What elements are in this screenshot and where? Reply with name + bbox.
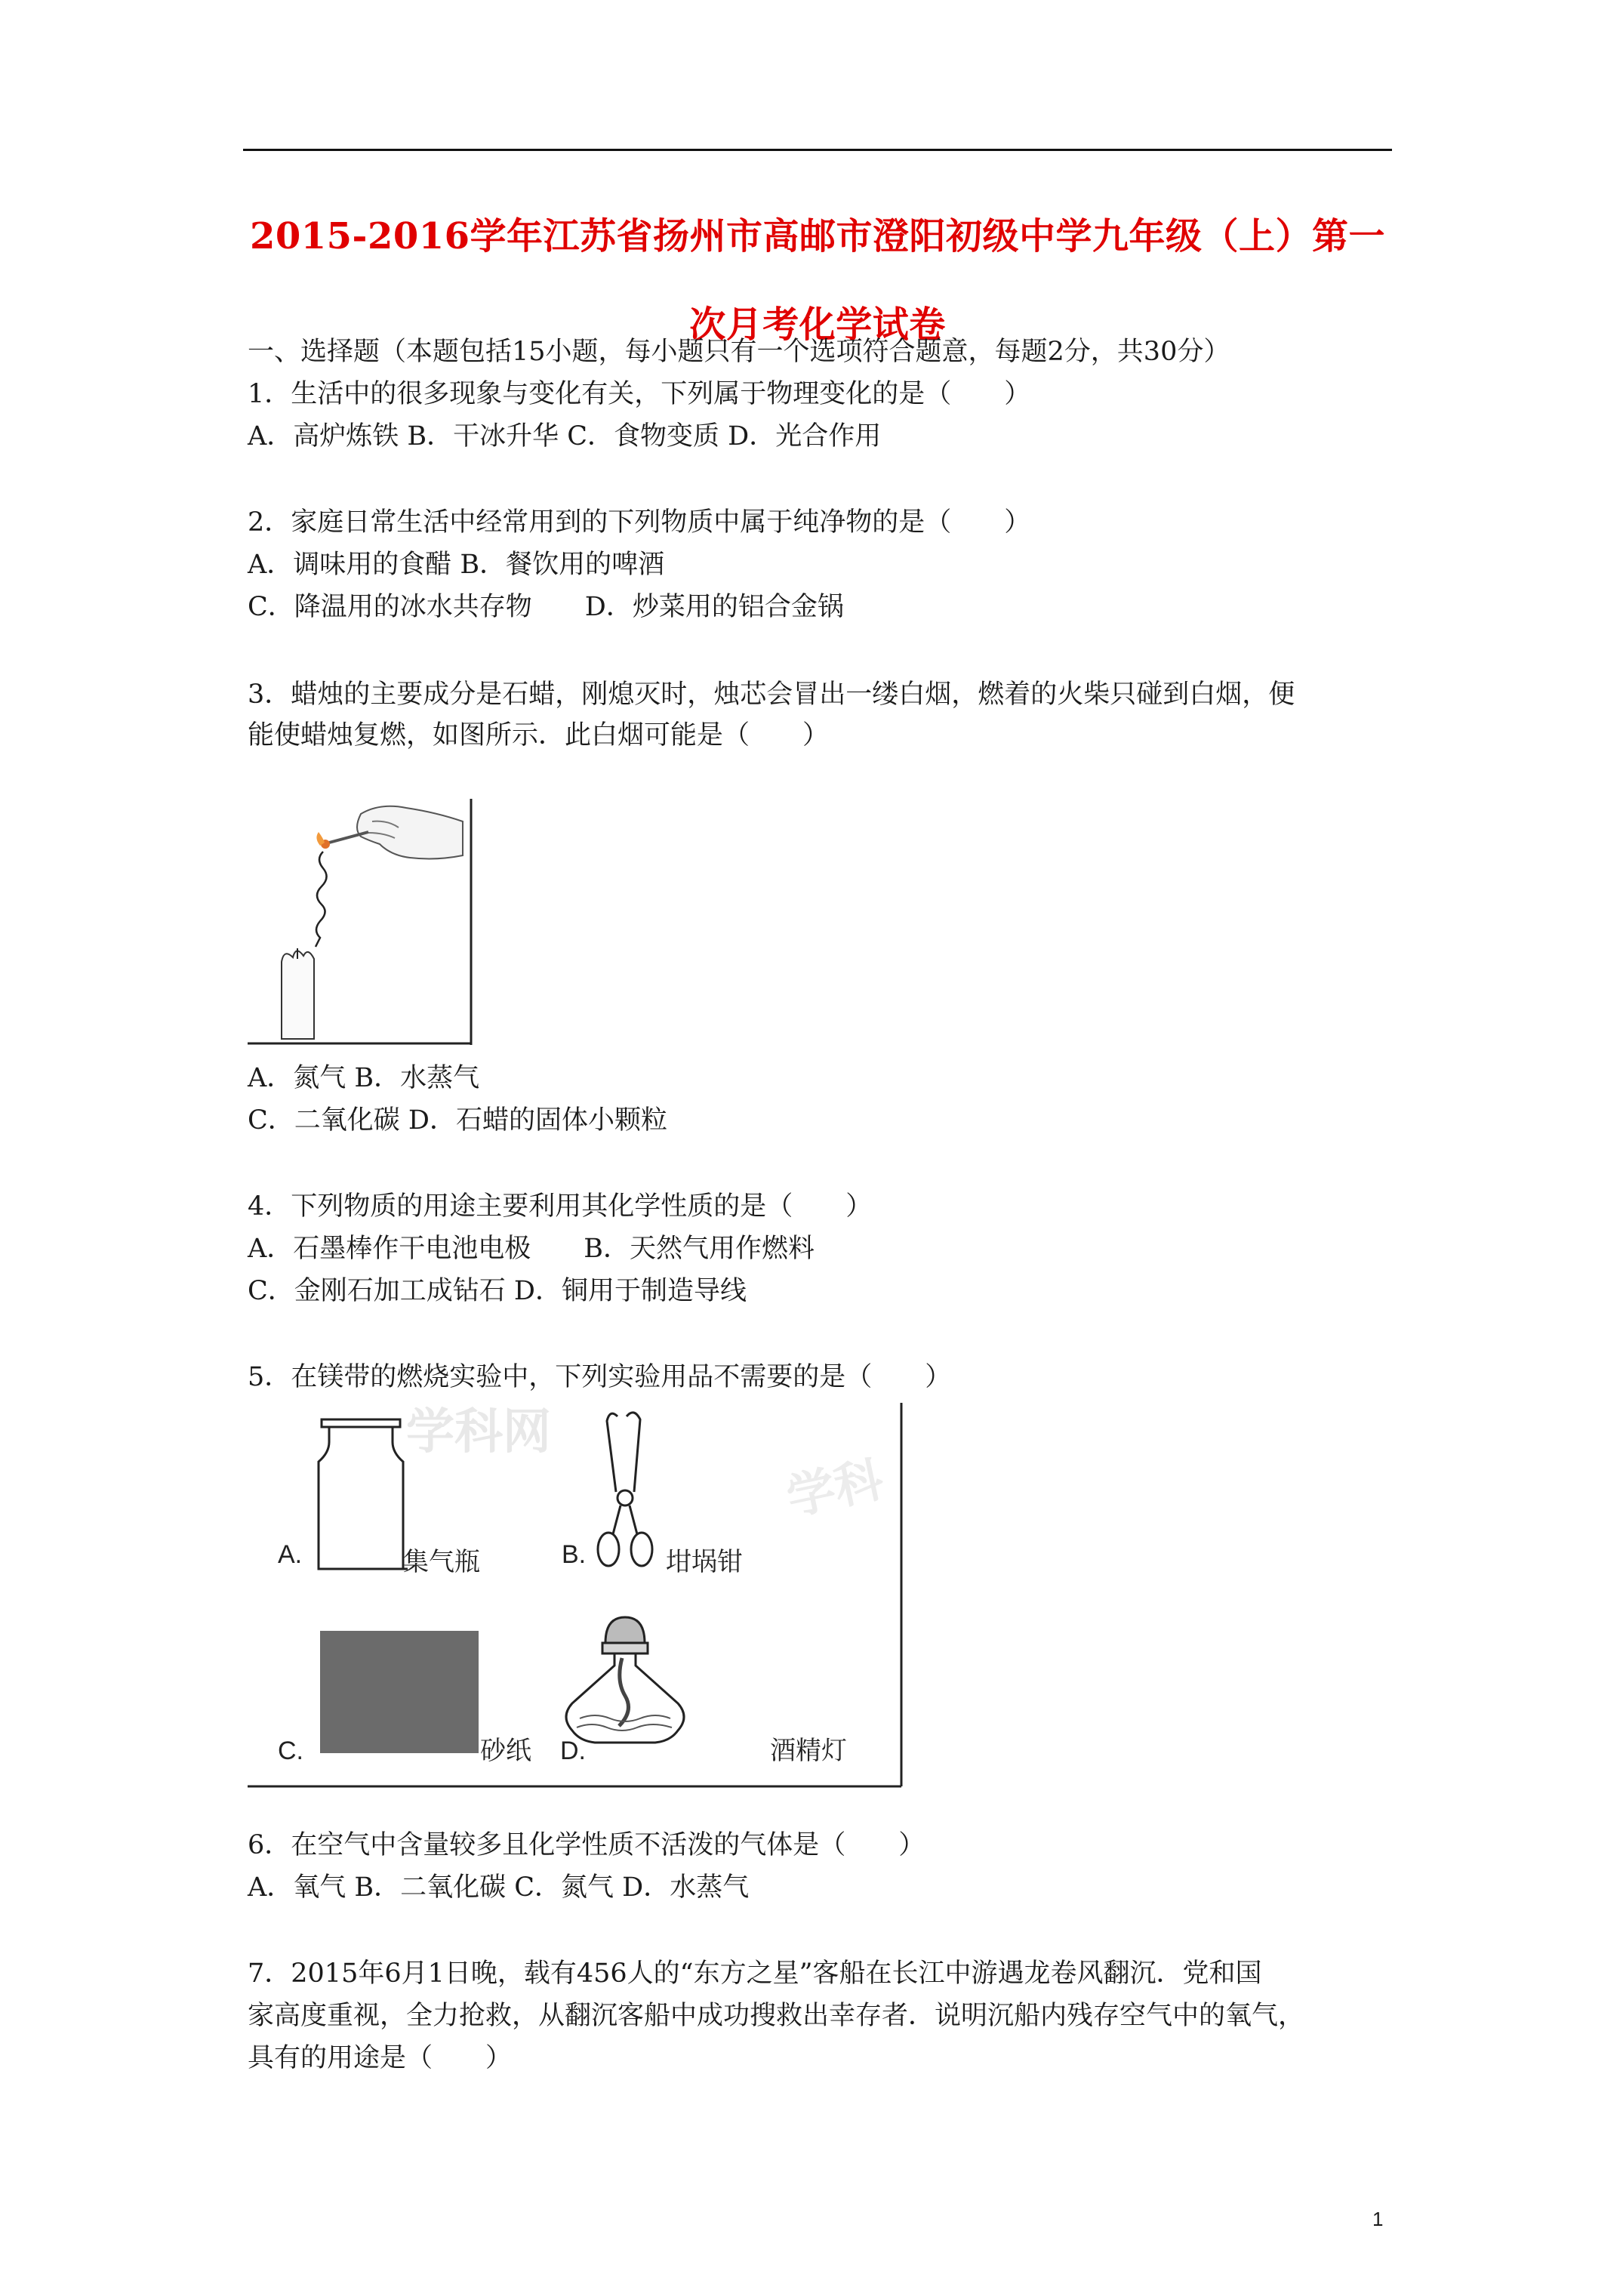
exam-title-line1: 2015-2016学年江苏省扬州市高邮市澄阳初级中学九年级（上）第一 [249, 215, 1386, 257]
candle-figure [248, 799, 474, 1045]
option-b-label: 坩埚钳 [666, 1548, 743, 1576]
q4-options-line1: A．石墨棒作干电池电极 B．天然气用作燃料 [248, 1234, 815, 1264]
crucible-tongs-icon [598, 1413, 652, 1566]
header-rule [243, 149, 1392, 151]
watermark-text: 学科网 [406, 1404, 551, 1459]
option-d-letter: D. [560, 1737, 586, 1765]
q5-stem: 5．在镁带的燃烧实验中，下列实验用品不需要的是（ ） [248, 1362, 952, 1392]
q1-stem: 1．生活中的很多现象与变化有关，下列属于物理变化的是（ ） [248, 379, 1031, 409]
q6-options: A．氧气 B．二氧化碳 C．氮气 D．水蒸气 [248, 1872, 750, 1903]
page-number: 1 [1372, 2208, 1384, 2230]
q2-stem: 2．家庭日常生活中经常用到的下列物质中属于纯净物的是（ ） [248, 507, 1031, 538]
q2-options-line2: C．降温用的冰水共存物 D．炒菜用的铝合金锅 [248, 592, 844, 622]
q3-stem-line1: 3．蜡烛的主要成分是石蜡，刚熄灭时，烛芯会冒出一缕白烟，燃着的火柴只碰到白烟，便 [248, 680, 1295, 710]
sandpaper-icon [320, 1631, 479, 1753]
option-a-letter: A. [278, 1540, 303, 1569]
q7-stem-line1: 7．2015年6月1日晚，载有456人的“东方之星”客船在长江中游遇龙卷风翻沉．党和国 [248, 1959, 1262, 1989]
option-c-label: 砂纸 [480, 1737, 531, 1765]
q4-stem: 4．下列物质的用途主要利用其化学性质的是（ ） [248, 1191, 873, 1222]
q2-options-line1: A．调味用的食醋 B．餐饮用的啤酒 [248, 550, 665, 580]
q3-stem-line2: 能使蜡烛复燃，如图所示．此白烟可能是（ ） [248, 720, 830, 750]
option-d-label: 酒精灯 [770, 1737, 847, 1765]
exam-title-line2: 次月考化学试卷 [689, 304, 946, 346]
q1-options: A．高炉炼铁 B．干冰升华 C．食物变质 D．光合作用 [248, 421, 882, 451]
q3-options-line1: A．氮气 B．水蒸气 [248, 1063, 480, 1093]
q7-stem-line3: 具有的用途是（ ） [248, 2043, 513, 2073]
option-a-label: 集气瓶 [403, 1548, 480, 1576]
q6-stem: 6．在空气中含量较多且化学性质不活泼的气体是（ ） [248, 1830, 925, 1860]
q7-stem-line2: 家高度重视，全力抢救，从翻沉客船中成功搜救出幸存者．说明沉船内残存空气中的氧气， [248, 2001, 1305, 2031]
gas-jar-icon [319, 1419, 408, 1569]
q4-options-line2: C．金刚石加工成钻石 D．铜用于制造导线 [248, 1276, 747, 1306]
option-c-letter: C. [278, 1737, 303, 1765]
option-b-letter: B. [562, 1540, 587, 1569]
q3-options-line2: C．二氧化碳 D．石蜡的固体小颗粒 [248, 1105, 667, 1136]
alcohol-lamp-icon [566, 1617, 684, 1743]
svg-text:学科: 学科 [781, 1451, 888, 1525]
apparatus-figure [248, 1401, 906, 1789]
section-heading: 一、选择题（本题包括15小题，每小题只有一个选项符合题意，每题2分，共30分） [248, 337, 1230, 367]
